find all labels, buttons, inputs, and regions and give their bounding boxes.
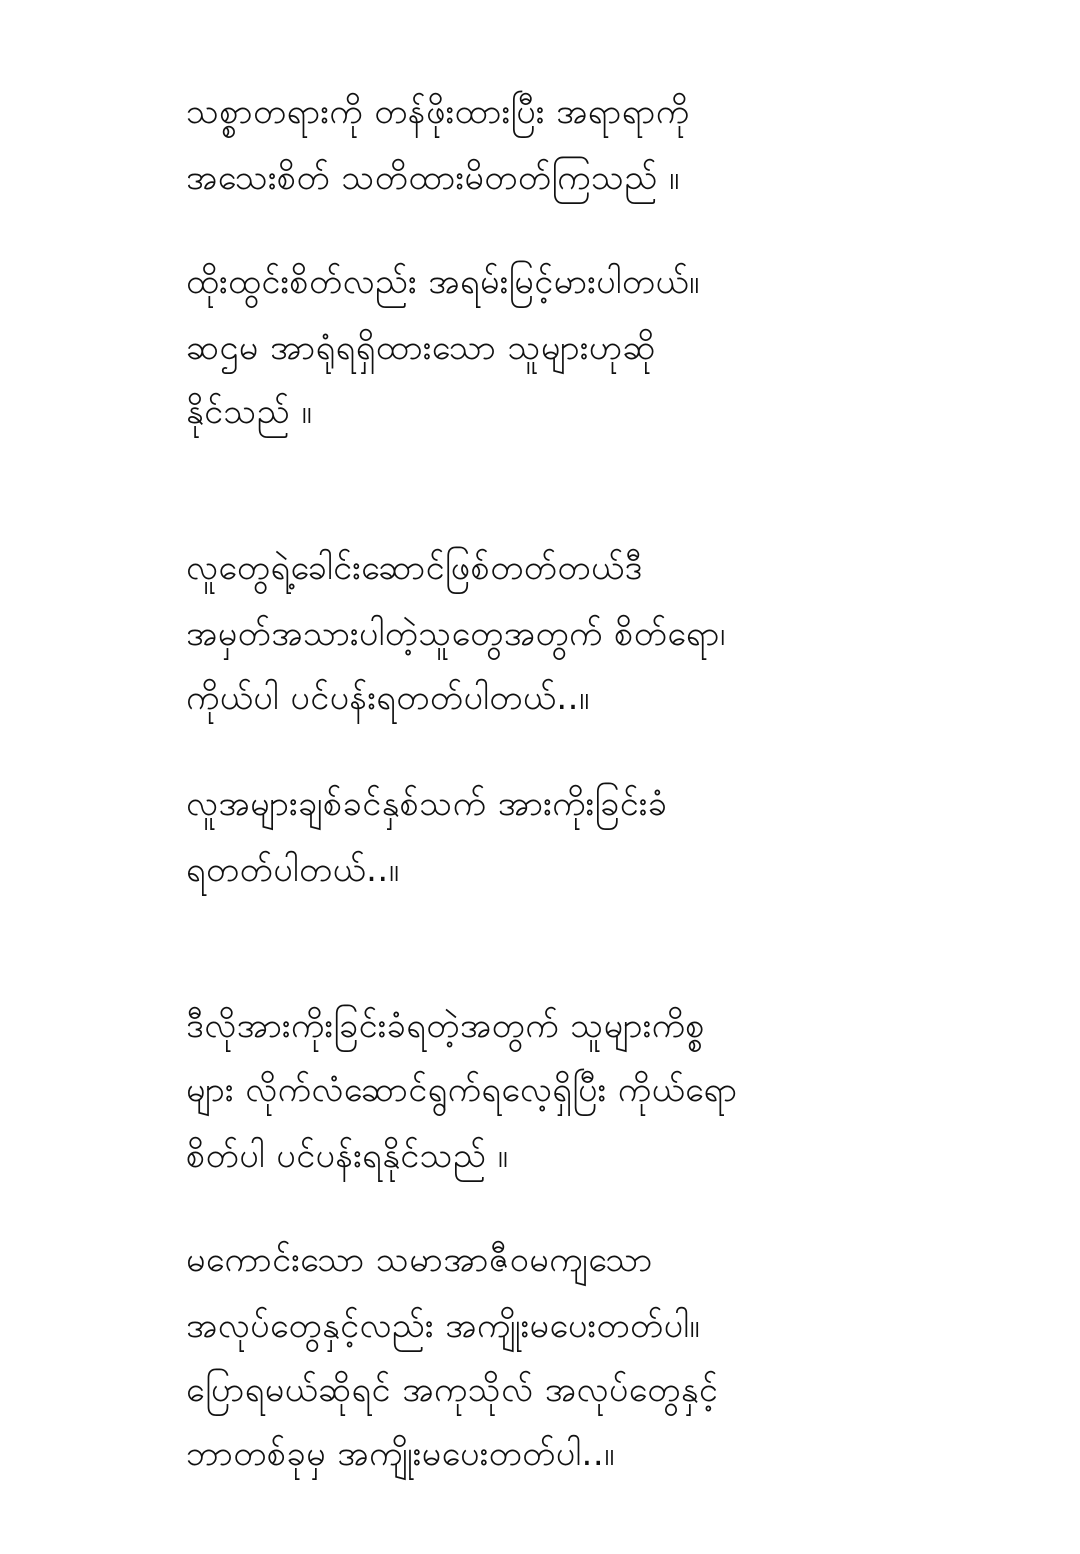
paragraph-5-line-1: ဒီလိုအားကိုးခြင်းခံရတဲ့အတွက် သူများကိစ္စ (186, 1006, 705, 1046)
paragraph-1-line-1: သစ္စာတရားကို တန်ဖိုးထားပြီး အရာရာကို (186, 92, 690, 132)
paragraph-6-line-1: မကောင်းသော သမာအာဇီဝမကျသော (186, 1240, 653, 1280)
paragraph-5-line-3: စိတ်ပါ ပင်ပန်းရနိုင်သည် ။ (186, 1136, 509, 1176)
paragraph-3-line-3: ကိုယ်ပါ ပင်ပန်းရတတ်ပါတယ်..။ (186, 678, 590, 718)
paragraph-6-line-2: အလုပ်တွေနှင့်လည်း အကျိုးမပေးတတ်ပါ။ (186, 1306, 701, 1346)
paragraph-6-line-4: ဘာတစ်ခုမှ အကျိုးမပေးတတ်ပါ..။ (186, 1434, 615, 1474)
paragraph-6-line-3: ပြောရမယ်ဆိုရင် အကုသိုလ် အလုပ်တွေနှင့် (186, 1370, 719, 1410)
paragraph-4-line-2: ရတတ်ပါတယ်..။ (186, 850, 400, 890)
paragraph-2-line-2: ဆဌမ အာရုံရရှိထားသော သူများဟုဆို (186, 328, 656, 368)
paragraph-3-line-2: အမှတ်အသားပါတဲ့သူတွေအတွက် စိတ်ရော၊ (186, 614, 726, 654)
paragraph-2-line-3: နိုင်သည် ။ (186, 392, 313, 432)
paragraph-4-line-1: လူအများချစ်ခင်နှစ်သက် အားကိုးခြင်းခံ (186, 784, 668, 824)
paragraph-2-line-1: ထိုးထွင်းစိတ်လည်း အရမ်းမြင့်မားပါတယ်။ (186, 262, 700, 302)
paragraph-5-line-2: များ လိုက်လံဆောင်ရွက်ရလေ့ရှိပြီး ကိုယ်ရော (186, 1070, 738, 1110)
paragraph-3-line-1: လူတွေရဲ့ခေါင်းဆောင်ဖြစ်တတ်တယ်ဒီ (186, 548, 643, 588)
paragraph-1-line-2: အသေးစိတ် သတိထားမိတတ်ကြသည် ။ (186, 158, 680, 198)
